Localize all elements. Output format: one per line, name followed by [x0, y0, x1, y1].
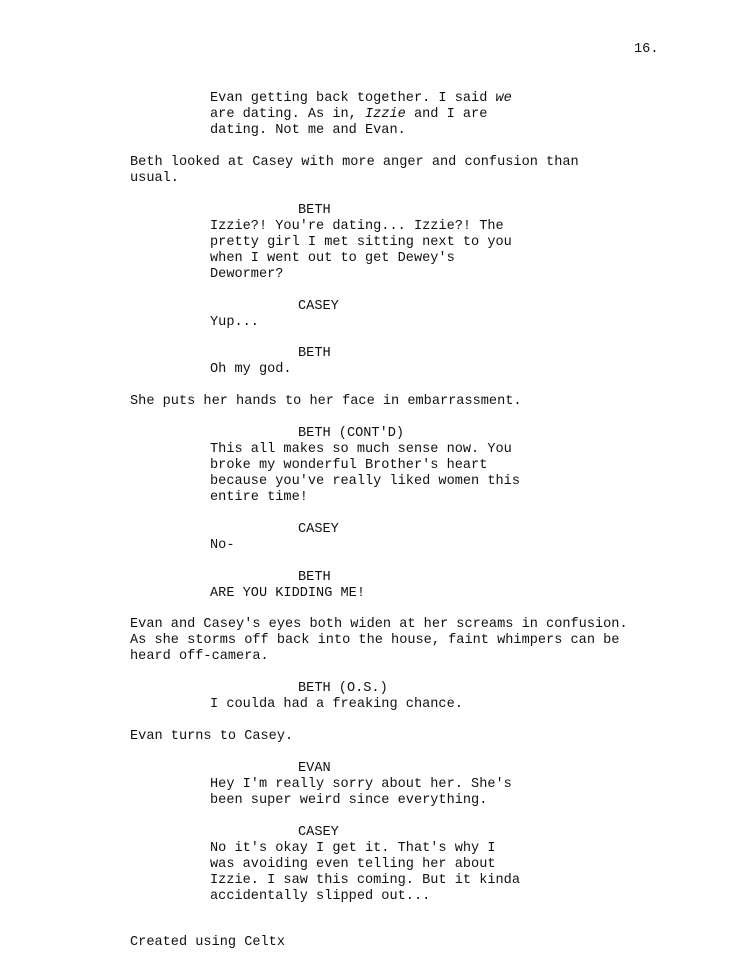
character-name: CASEY	[298, 825, 339, 840]
dialogue-line: Izzie?! You're dating... Izzie?! The	[210, 219, 504, 234]
dialogue-emphasis: we	[495, 91, 512, 106]
action-line: She puts her hands to her face in embarrassment.	[130, 394, 522, 409]
action-line: Evan turns to Casey.	[130, 729, 294, 744]
dialogue-line	[210, 107, 487, 123]
dialogue-line: I coulda had a freaking chance.	[210, 697, 463, 712]
character-name: BETH	[298, 346, 331, 361]
dialogue-line: dating. Not me and Evan.	[210, 123, 406, 138]
dialogue-line: Hey I'm really sorry about her. She's	[210, 777, 512, 792]
action-line: Beth looked at Casey with more anger and confusion than	[130, 155, 579, 170]
dialogue-line: Izzie. I saw this coming. But it kinda	[210, 873, 520, 888]
action-line: As she storms off back into the house, faint whimpers can be	[130, 633, 620, 648]
character-name: BETH (O.S.)	[298, 681, 388, 696]
action-line: Evan and Casey's eyes both widen at her screams in confusion.	[130, 617, 628, 632]
dialogue-line	[210, 91, 512, 107]
character-name: CASEY	[298, 522, 339, 537]
dialogue-line: broke my wonderful Brother's heart	[210, 458, 488, 473]
dialogue-line: accidentally slipped out...	[210, 889, 431, 904]
character-name: EVAN	[298, 761, 331, 776]
dialogue-line: because you've really liked women this	[210, 474, 520, 489]
dialogue-line: been super weird since everything.	[210, 793, 488, 808]
dialogue-line: pretty girl I met sitting next to you	[210, 235, 512, 250]
character-name: BETH	[298, 203, 331, 218]
dialogue-line: No it's okay I get it. That's why I	[210, 841, 496, 856]
dialogue-emphasis: Izzie	[365, 107, 406, 122]
dialogue-line: No-	[210, 538, 235, 553]
action-line: heard off-camera.	[130, 649, 269, 664]
dialogue-line: was avoiding even telling her about	[210, 857, 496, 872]
dialogue-line: Yup...	[210, 315, 259, 330]
page-number: 16.	[634, 42, 659, 57]
character-name: BETH (CONT'D)	[298, 426, 405, 441]
dialogue-line: ARE YOU KIDDING ME!	[210, 586, 365, 601]
dialogue-line: when I went out to get Dewey's	[210, 251, 455, 266]
dialogue-text: Evan getting back together. I said	[210, 91, 496, 106]
character-name: CASEY	[298, 299, 339, 314]
action-line: usual.	[130, 171, 179, 186]
footer-credit: Created using Celtx	[130, 935, 285, 950]
dialogue-text: are dating. As in,	[210, 107, 365, 122]
dialogue-text: and I are	[405, 107, 488, 122]
dialogue-line: entire time!	[210, 490, 308, 505]
dialogue-line: This all makes so much sense now. You	[210, 442, 512, 457]
dialogue-line: Oh my god.	[210, 362, 292, 377]
character-name: BETH	[298, 570, 331, 585]
dialogue-line: Dewormer?	[210, 267, 284, 282]
